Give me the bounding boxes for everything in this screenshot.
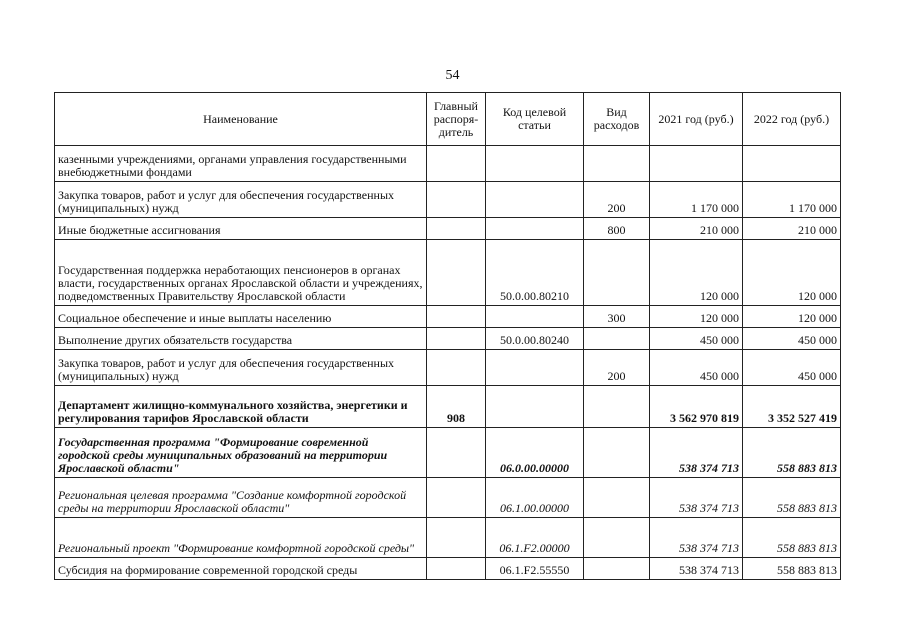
cell-2022 (743, 146, 841, 182)
table-row (55, 306, 841, 328)
cell-2021: 120 000 (650, 306, 743, 328)
cell-code: 06.0.00.00000 (486, 428, 584, 478)
cell-2021: 538 374 713 (650, 428, 743, 478)
cell-2022: 558 883 813 (743, 558, 841, 580)
cell-2021: 538 374 713 (650, 478, 743, 518)
cell-code (486, 386, 584, 428)
cell-name: Закупка товаров, работ и услуг для обеспечения государственных (муниципальных) нужд (55, 182, 427, 218)
budget-table (54, 92, 841, 580)
cell-name: Региональная целевая программа "Создание комфортной городской среды на территории Ярославской области" (55, 478, 427, 518)
cell-name: Государственная поддержка неработающих пенсионеров в органах власти, государственных органах Ярославской области и учреждениях, подведомственных Правительству Ярославской области (55, 240, 427, 306)
cell-name: Региональный проект "Формирование комфортной городской среды" (55, 518, 427, 558)
cell-admin (427, 518, 486, 558)
table-header-row (55, 93, 841, 146)
cell-name: Государственная программа "Формирование современной городской среды муниципальных образований на территории Ярославской области" (55, 428, 427, 478)
cell-admin (427, 240, 486, 306)
page-number: 54 (445, 68, 460, 83)
cell-admin (427, 146, 486, 182)
cell-code (486, 218, 584, 240)
table-row (55, 328, 841, 350)
cell-admin (427, 328, 486, 350)
header-2022: 2022 год (руб.) (743, 93, 841, 146)
cell-code: 06.1.00.00000 (486, 478, 584, 518)
table-row (55, 478, 841, 518)
cell-code (486, 182, 584, 218)
cell-2021: 450 000 (650, 328, 743, 350)
table-row (55, 428, 841, 478)
table-row (55, 182, 841, 218)
cell-name: Закупка товаров, работ и услуг для обеспечения государственных (муниципальных) нужд (55, 350, 427, 386)
cell-kind: 200 (584, 182, 650, 218)
table-row (55, 518, 841, 558)
cell-name: Социальное обеспечение и иные выплаты населению (55, 306, 427, 328)
cell-2022: 120 000 (743, 306, 841, 328)
cell-name: Выполнение других обязательств государства (55, 328, 427, 350)
cell-kind (584, 146, 650, 182)
cell-2021: 450 000 (650, 350, 743, 386)
cell-admin: 908 (427, 386, 486, 428)
cell-code: 06.1.F2.55550 (486, 558, 584, 580)
header-kind: Вид расходов (584, 93, 650, 146)
cell-code: 50.0.00.80210 (486, 240, 584, 306)
cell-2021: 1 170 000 (650, 182, 743, 218)
header-name: Наименование (55, 93, 427, 146)
cell-admin (427, 182, 486, 218)
cell-2021: 120 000 (650, 240, 743, 306)
cell-admin (427, 306, 486, 328)
table-row (55, 558, 841, 580)
cell-2022: 450 000 (743, 350, 841, 386)
cell-2022: 3 352 527 419 (743, 386, 841, 428)
cell-2022: 450 000 (743, 328, 841, 350)
cell-2021 (650, 146, 743, 182)
cell-code: 50.0.00.80240 (486, 328, 584, 350)
cell-code (486, 306, 584, 328)
cell-2021: 538 374 713 (650, 558, 743, 580)
table-row (55, 350, 841, 386)
cell-name: казенными учреждениями, органами управления государственными внебюджетными фондами (55, 146, 427, 182)
cell-kind (584, 478, 650, 518)
header-admin: Главный распоря-дитель (427, 93, 486, 146)
cell-kind (584, 328, 650, 350)
cell-kind: 800 (584, 218, 650, 240)
cell-name: Субсидия на формирование современной городской среды (55, 558, 427, 580)
cell-2022: 558 883 813 (743, 428, 841, 478)
header-2021: 2021 год (руб.) (650, 93, 743, 146)
cell-kind (584, 428, 650, 478)
cell-admin (427, 478, 486, 518)
cell-kind (584, 240, 650, 306)
cell-kind (584, 558, 650, 580)
cell-name: Департамент жилищно-коммунального хозяйства, энергетики и регулирования тарифов Ярославской области (55, 386, 427, 428)
cell-admin (427, 428, 486, 478)
cell-name: Иные бюджетные ассигнования (55, 218, 427, 240)
cell-code: 06.1.F2.00000 (486, 518, 584, 558)
table-row (55, 386, 841, 428)
cell-2021: 3 562 970 819 (650, 386, 743, 428)
header-code: Код целевой статьи (486, 93, 584, 146)
cell-admin (427, 218, 486, 240)
cell-code (486, 146, 584, 182)
cell-2022: 558 883 813 (743, 518, 841, 558)
cell-2022: 210 000 (743, 218, 841, 240)
cell-code (486, 350, 584, 386)
cell-kind (584, 518, 650, 558)
cell-2021: 210 000 (650, 218, 743, 240)
cell-kind (584, 386, 650, 428)
cell-2022: 558 883 813 (743, 478, 841, 518)
table-row (55, 146, 841, 182)
cell-kind: 300 (584, 306, 650, 328)
cell-2021: 538 374 713 (650, 518, 743, 558)
table-body (55, 146, 841, 580)
cell-admin (427, 350, 486, 386)
cell-admin (427, 558, 486, 580)
table-row (55, 218, 841, 240)
cell-2022: 1 170 000 (743, 182, 841, 218)
cell-2022: 120 000 (743, 240, 841, 306)
cell-kind: 200 (584, 350, 650, 386)
table-row (55, 240, 841, 306)
